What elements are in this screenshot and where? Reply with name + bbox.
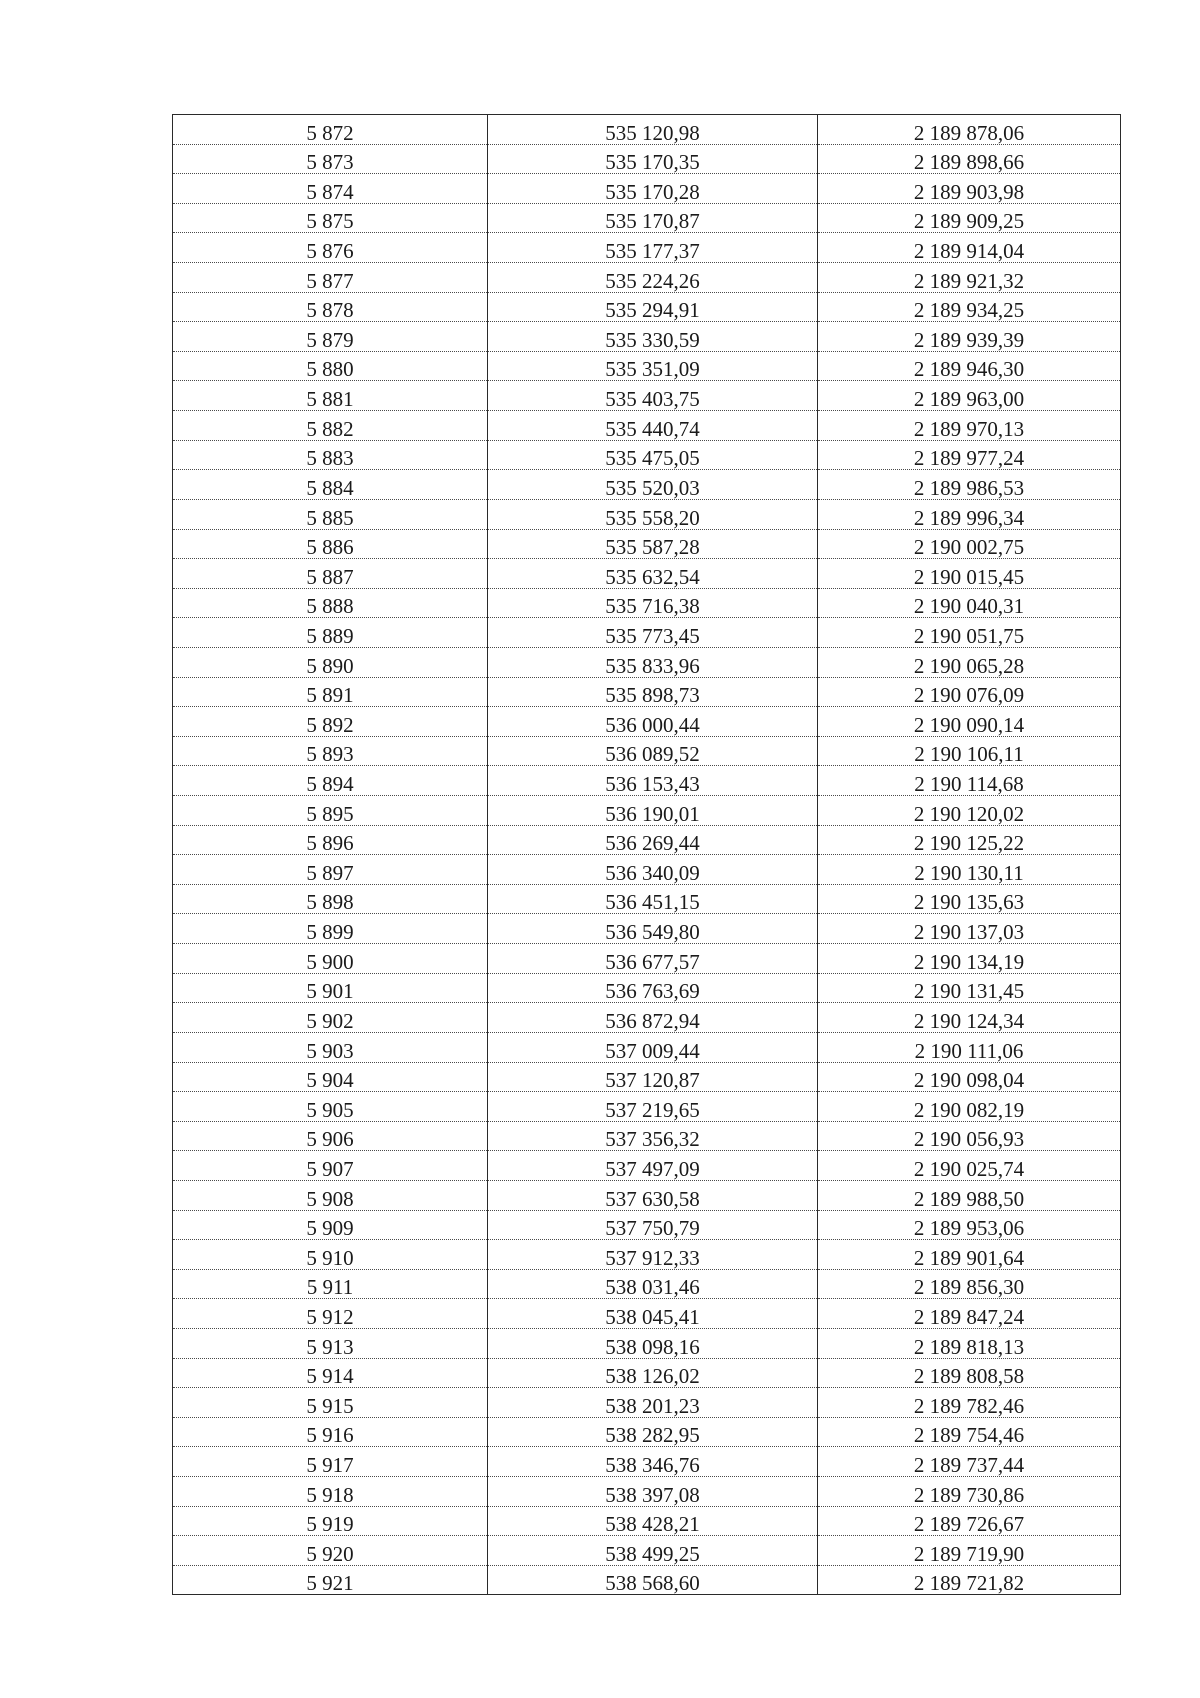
point-number-cell: 5 901 bbox=[173, 973, 488, 1003]
y-coordinate-cell: 2 190 051,75 bbox=[818, 618, 1121, 648]
table-row bbox=[173, 529, 1121, 559]
x-coordinate-cell: 536 451,15 bbox=[488, 884, 818, 914]
table-row bbox=[173, 884, 1121, 914]
table-row bbox=[173, 1003, 1121, 1033]
y-coordinate-cell: 2 189 719,90 bbox=[818, 1536, 1121, 1566]
table-row bbox=[173, 618, 1121, 648]
x-coordinate-cell: 535 224,26 bbox=[488, 263, 818, 293]
table-row bbox=[173, 292, 1121, 322]
y-coordinate-cell: 2 189 946,30 bbox=[818, 351, 1121, 381]
x-coordinate-cell: 536 000,44 bbox=[488, 707, 818, 737]
table-row bbox=[173, 144, 1121, 174]
y-coordinate-cell: 2 189 986,53 bbox=[818, 470, 1121, 500]
x-coordinate-cell: 538 346,76 bbox=[488, 1447, 818, 1477]
point-number-cell: 5 896 bbox=[173, 825, 488, 855]
table-row bbox=[173, 1388, 1121, 1418]
point-number-cell: 5 913 bbox=[173, 1328, 488, 1358]
y-coordinate-cell: 2 189 934,25 bbox=[818, 292, 1121, 322]
x-coordinate-cell: 537 120,87 bbox=[488, 1062, 818, 1092]
point-number-cell: 5 911 bbox=[173, 1269, 488, 1299]
table-row bbox=[173, 1506, 1121, 1536]
table-row bbox=[173, 1269, 1121, 1299]
point-number-cell: 5 906 bbox=[173, 1121, 488, 1151]
point-number-cell: 5 878 bbox=[173, 292, 488, 322]
point-number-cell: 5 899 bbox=[173, 914, 488, 944]
point-number-cell: 5 917 bbox=[173, 1447, 488, 1477]
table-row bbox=[173, 470, 1121, 500]
point-number-cell: 5 893 bbox=[173, 736, 488, 766]
table-row bbox=[173, 381, 1121, 411]
y-coordinate-cell: 2 189 939,39 bbox=[818, 322, 1121, 352]
table-row bbox=[173, 1477, 1121, 1507]
point-number-cell: 5 909 bbox=[173, 1210, 488, 1240]
y-coordinate-cell: 2 189 909,25 bbox=[818, 203, 1121, 233]
x-coordinate-cell: 535 170,87 bbox=[488, 203, 818, 233]
y-coordinate-cell: 2 189 996,34 bbox=[818, 499, 1121, 529]
point-number-cell: 5 884 bbox=[173, 470, 488, 500]
point-number-cell: 5 895 bbox=[173, 796, 488, 826]
point-number-cell: 5 904 bbox=[173, 1062, 488, 1092]
x-coordinate-cell: 537 750,79 bbox=[488, 1210, 818, 1240]
y-coordinate-cell: 2 190 098,04 bbox=[818, 1062, 1121, 1092]
table-row bbox=[173, 1062, 1121, 1092]
point-number-cell: 5 877 bbox=[173, 263, 488, 293]
point-number-cell: 5 912 bbox=[173, 1299, 488, 1329]
table-row bbox=[173, 115, 1121, 145]
point-number-cell: 5 921 bbox=[173, 1565, 488, 1595]
x-coordinate-cell: 535 170,35 bbox=[488, 144, 818, 174]
x-coordinate-cell: 535 403,75 bbox=[488, 381, 818, 411]
point-number-cell: 5 915 bbox=[173, 1388, 488, 1418]
table-row bbox=[173, 796, 1121, 826]
table-row bbox=[173, 944, 1121, 974]
y-coordinate-cell: 2 189 782,46 bbox=[818, 1388, 1121, 1418]
y-coordinate-cell: 2 190 114,68 bbox=[818, 766, 1121, 796]
y-coordinate-cell: 2 189 818,13 bbox=[818, 1328, 1121, 1358]
table-row bbox=[173, 1092, 1121, 1122]
y-coordinate-cell: 2 189 737,44 bbox=[818, 1447, 1121, 1477]
x-coordinate-cell: 535 632,54 bbox=[488, 559, 818, 589]
y-coordinate-cell: 2 190 130,11 bbox=[818, 855, 1121, 885]
point-number-cell: 5 879 bbox=[173, 322, 488, 352]
y-coordinate-cell: 2 190 131,45 bbox=[818, 973, 1121, 1003]
x-coordinate-cell: 536 763,69 bbox=[488, 973, 818, 1003]
table-row bbox=[173, 263, 1121, 293]
point-number-cell: 5 881 bbox=[173, 381, 488, 411]
y-coordinate-cell: 2 189 726,67 bbox=[818, 1506, 1121, 1536]
x-coordinate-cell: 537 630,58 bbox=[488, 1180, 818, 1210]
x-coordinate-cell: 538 098,16 bbox=[488, 1328, 818, 1358]
point-number-cell: 5 897 bbox=[173, 855, 488, 885]
table-row bbox=[173, 973, 1121, 1003]
point-number-cell: 5 872 bbox=[173, 115, 488, 145]
point-number-cell: 5 900 bbox=[173, 944, 488, 974]
y-coordinate-cell: 2 189 730,86 bbox=[818, 1477, 1121, 1507]
x-coordinate-cell: 535 520,03 bbox=[488, 470, 818, 500]
point-number-cell: 5 889 bbox=[173, 618, 488, 648]
point-number-cell: 5 918 bbox=[173, 1477, 488, 1507]
x-coordinate-cell: 536 190,01 bbox=[488, 796, 818, 826]
table-row bbox=[173, 322, 1121, 352]
point-number-cell: 5 883 bbox=[173, 440, 488, 470]
table-row bbox=[173, 1032, 1121, 1062]
table-row bbox=[173, 499, 1121, 529]
y-coordinate-cell: 2 190 134,19 bbox=[818, 944, 1121, 974]
x-coordinate-cell: 538 568,60 bbox=[488, 1565, 818, 1595]
y-coordinate-cell: 2 189 921,32 bbox=[818, 263, 1121, 293]
point-number-cell: 5 891 bbox=[173, 677, 488, 707]
table-row bbox=[173, 1240, 1121, 1270]
y-coordinate-cell: 2 189 970,13 bbox=[818, 411, 1121, 441]
x-coordinate-cell: 535 475,05 bbox=[488, 440, 818, 470]
table-row bbox=[173, 1180, 1121, 1210]
point-number-cell: 5 887 bbox=[173, 559, 488, 589]
point-number-cell: 5 882 bbox=[173, 411, 488, 441]
x-coordinate-cell: 536 549,80 bbox=[488, 914, 818, 944]
y-coordinate-cell: 2 189 856,30 bbox=[818, 1269, 1121, 1299]
point-number-cell: 5 903 bbox=[173, 1032, 488, 1062]
y-coordinate-cell: 2 189 953,06 bbox=[818, 1210, 1121, 1240]
coordinates-table bbox=[172, 114, 1121, 1595]
x-coordinate-cell: 535 773,45 bbox=[488, 618, 818, 648]
table-row bbox=[173, 351, 1121, 381]
x-coordinate-cell: 535 587,28 bbox=[488, 529, 818, 559]
y-coordinate-cell: 2 189 903,98 bbox=[818, 174, 1121, 204]
table-row bbox=[173, 855, 1121, 885]
x-coordinate-cell: 537 009,44 bbox=[488, 1032, 818, 1062]
y-coordinate-cell: 2 190 135,63 bbox=[818, 884, 1121, 914]
point-number-cell: 5 888 bbox=[173, 588, 488, 618]
y-coordinate-cell: 2 190 124,34 bbox=[818, 1003, 1121, 1033]
x-coordinate-cell: 538 499,25 bbox=[488, 1536, 818, 1566]
table-row bbox=[173, 588, 1121, 618]
table-row bbox=[173, 1328, 1121, 1358]
x-coordinate-cell: 538 031,46 bbox=[488, 1269, 818, 1299]
table-row bbox=[173, 766, 1121, 796]
x-coordinate-cell: 535 170,28 bbox=[488, 174, 818, 204]
y-coordinate-cell: 2 189 977,24 bbox=[818, 440, 1121, 470]
x-coordinate-cell: 535 294,91 bbox=[488, 292, 818, 322]
point-number-cell: 5 920 bbox=[173, 1536, 488, 1566]
x-coordinate-cell: 536 340,09 bbox=[488, 855, 818, 885]
x-coordinate-cell: 535 330,59 bbox=[488, 322, 818, 352]
table-row bbox=[173, 1358, 1121, 1388]
point-number-cell: 5 910 bbox=[173, 1240, 488, 1270]
x-coordinate-cell: 536 677,57 bbox=[488, 944, 818, 974]
y-coordinate-cell: 2 190 056,93 bbox=[818, 1121, 1121, 1151]
point-number-cell: 5 876 bbox=[173, 233, 488, 263]
y-coordinate-cell: 2 190 106,11 bbox=[818, 736, 1121, 766]
point-number-cell: 5 894 bbox=[173, 766, 488, 796]
y-coordinate-cell: 2 190 137,03 bbox=[818, 914, 1121, 944]
y-coordinate-cell: 2 189 847,24 bbox=[818, 1299, 1121, 1329]
y-coordinate-cell: 2 189 901,64 bbox=[818, 1240, 1121, 1270]
x-coordinate-cell: 536 153,43 bbox=[488, 766, 818, 796]
y-coordinate-cell: 2 190 002,75 bbox=[818, 529, 1121, 559]
point-number-cell: 5 873 bbox=[173, 144, 488, 174]
x-coordinate-cell: 535 716,38 bbox=[488, 588, 818, 618]
table-row bbox=[173, 1536, 1121, 1566]
table-row bbox=[173, 677, 1121, 707]
y-coordinate-cell: 2 190 111,06 bbox=[818, 1032, 1121, 1062]
point-number-cell: 5 874 bbox=[173, 174, 488, 204]
x-coordinate-cell: 538 397,08 bbox=[488, 1477, 818, 1507]
y-coordinate-cell: 2 189 898,66 bbox=[818, 144, 1121, 174]
table-row bbox=[173, 1299, 1121, 1329]
table-row bbox=[173, 1417, 1121, 1447]
table-row bbox=[173, 203, 1121, 233]
y-coordinate-cell: 2 189 914,04 bbox=[818, 233, 1121, 263]
point-number-cell: 5 905 bbox=[173, 1092, 488, 1122]
point-number-cell: 5 885 bbox=[173, 499, 488, 529]
point-number-cell: 5 914 bbox=[173, 1358, 488, 1388]
table-row bbox=[173, 1121, 1121, 1151]
y-coordinate-cell: 2 190 125,22 bbox=[818, 825, 1121, 855]
y-coordinate-cell: 2 189 808,58 bbox=[818, 1358, 1121, 1388]
point-number-cell: 5 880 bbox=[173, 351, 488, 381]
point-number-cell: 5 916 bbox=[173, 1417, 488, 1447]
table-row bbox=[173, 1447, 1121, 1477]
x-coordinate-cell: 536 872,94 bbox=[488, 1003, 818, 1033]
table-row bbox=[173, 1565, 1121, 1595]
table-row bbox=[173, 707, 1121, 737]
y-coordinate-cell: 2 190 040,31 bbox=[818, 588, 1121, 618]
x-coordinate-cell: 537 356,32 bbox=[488, 1121, 818, 1151]
table-row bbox=[173, 1210, 1121, 1240]
point-number-cell: 5 907 bbox=[173, 1151, 488, 1181]
x-coordinate-cell: 535 440,74 bbox=[488, 411, 818, 441]
x-coordinate-cell: 535 120,98 bbox=[488, 115, 818, 145]
point-number-cell: 5 892 bbox=[173, 707, 488, 737]
table-row bbox=[173, 914, 1121, 944]
y-coordinate-cell: 2 189 721,82 bbox=[818, 1565, 1121, 1595]
x-coordinate-cell: 538 428,21 bbox=[488, 1506, 818, 1536]
point-number-cell: 5 890 bbox=[173, 647, 488, 677]
table-row bbox=[173, 825, 1121, 855]
table-row bbox=[173, 440, 1121, 470]
x-coordinate-cell: 535 351,09 bbox=[488, 351, 818, 381]
y-coordinate-cell: 2 190 120,02 bbox=[818, 796, 1121, 826]
x-coordinate-cell: 536 269,44 bbox=[488, 825, 818, 855]
x-coordinate-cell: 537 912,33 bbox=[488, 1240, 818, 1270]
x-coordinate-cell: 538 282,95 bbox=[488, 1417, 818, 1447]
coordinates-table-body bbox=[173, 115, 1121, 1595]
point-number-cell: 5 919 bbox=[173, 1506, 488, 1536]
point-number-cell: 5 908 bbox=[173, 1180, 488, 1210]
y-coordinate-cell: 2 189 988,50 bbox=[818, 1180, 1121, 1210]
y-coordinate-cell: 2 190 065,28 bbox=[818, 647, 1121, 677]
y-coordinate-cell: 2 190 015,45 bbox=[818, 559, 1121, 589]
y-coordinate-cell: 2 190 025,74 bbox=[818, 1151, 1121, 1181]
y-coordinate-cell: 2 190 082,19 bbox=[818, 1092, 1121, 1122]
point-number-cell: 5 875 bbox=[173, 203, 488, 233]
x-coordinate-cell: 535 833,96 bbox=[488, 647, 818, 677]
table-row bbox=[173, 233, 1121, 263]
x-coordinate-cell: 536 089,52 bbox=[488, 736, 818, 766]
x-coordinate-cell: 535 558,20 bbox=[488, 499, 818, 529]
x-coordinate-cell: 535 177,37 bbox=[488, 233, 818, 263]
table-row bbox=[173, 411, 1121, 441]
y-coordinate-cell: 2 189 754,46 bbox=[818, 1417, 1121, 1447]
x-coordinate-cell: 537 219,65 bbox=[488, 1092, 818, 1122]
y-coordinate-cell: 2 190 076,09 bbox=[818, 677, 1121, 707]
table-row bbox=[173, 559, 1121, 589]
y-coordinate-cell: 2 189 963,00 bbox=[818, 381, 1121, 411]
table-row bbox=[173, 647, 1121, 677]
point-number-cell: 5 898 bbox=[173, 884, 488, 914]
y-coordinate-cell: 2 190 090,14 bbox=[818, 707, 1121, 737]
point-number-cell: 5 886 bbox=[173, 529, 488, 559]
table-row bbox=[173, 174, 1121, 204]
x-coordinate-cell: 538 126,02 bbox=[488, 1358, 818, 1388]
point-number-cell: 5 902 bbox=[173, 1003, 488, 1033]
table-row bbox=[173, 1151, 1121, 1181]
x-coordinate-cell: 537 497,09 bbox=[488, 1151, 818, 1181]
x-coordinate-cell: 538 201,23 bbox=[488, 1388, 818, 1418]
table-row bbox=[173, 736, 1121, 766]
x-coordinate-cell: 535 898,73 bbox=[488, 677, 818, 707]
y-coordinate-cell: 2 189 878,06 bbox=[818, 115, 1121, 145]
x-coordinate-cell: 538 045,41 bbox=[488, 1299, 818, 1329]
